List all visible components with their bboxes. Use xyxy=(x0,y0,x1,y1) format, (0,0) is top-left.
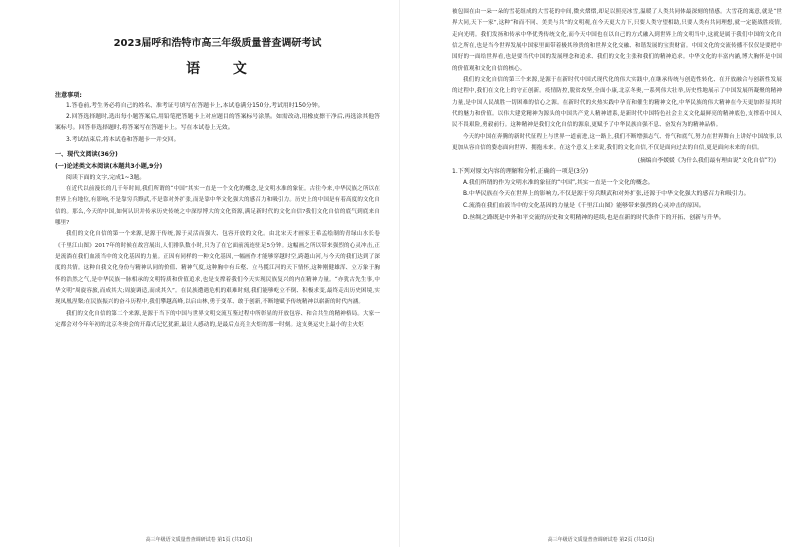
reading-instruction: 阅读下面的文字,完成1~3题。 xyxy=(66,174,146,181)
answer-option: B.中华民族在今天在世界上的影响力,不仅是源于穷兵黩武和对外扩张,还源于中华文化强大的感召力和吸引力。 xyxy=(463,191,750,198)
answer-option: C.流淌在我们血液当中的文化基因的力量是《千里江山图》能够带来强烈的心灵冲击的原因。 xyxy=(463,202,705,209)
section-heading: 一、现代文阅读(36分) xyxy=(55,150,118,158)
article-paragraph: 被包围在由一朵一朵的雪花组成的大雪花的中间,微火熠熠,却足以照亮冰雪,温暖了人类共同体最深刻的情感。大雪花的寓意,就是“世界大同,天下一家”,这种“和而不同、美美与共”的文明观,在今天更大力下,只要人类守望相助,只要人类有共同理想,就一定能战胜疫情,走向光明。我们发扬和传承中华优秀传统文化,而今天中国也在以自己的方式融入到世界上的文明当中,这就是属于我们中国的文化自信之所在,也是当今世界发展中国家里面带着极其珍贵的和世界文化交融、和谐发展的宝贵财富。中国文化的交流传播不仅仅是要把中国好的一面给世界看,也是要当代中国的发展理念和追求、我们的文化主张和我们的精神追求。中华文化的丰富内涵,博大胸怀是中国的价值观和文化自信的核心。 xyxy=(452,9,782,72)
article-paragraph: 在近代以前漫长的几千年时间,我们所谓的“中国”其实一直是一个文化的概念,是文明水准的象征。古往今来,中华民族之所以在世界上有地位,有影响,不是靠穷兵黩武,不是靠对外扩张,而是靠中华文化强大的感召力和吸引力。历史上的中国是有着高度的文化自信的。那么,今天的中国,如何认识并传承历史传统之中深厚博大的文化资源,满足新时代的文化自信?我们文化自信的底气到底来自哪里? xyxy=(55,186,380,227)
article-paragraph: 今天的中国在奔腾的新时代征程上与世界一道前进,这一路上,我们不断增强志气、骨气和底气,努力在世界舞台上讲好中国故事,以更加从容自信的姿态面向世界、拥抱未来。在这个意义上来说,我们的文化自信,不仅是面向过去的自信,更是面向未来的自信。 xyxy=(452,133,782,152)
exam-title: 2023届呼和浩特市高三年级质量普查调研考试 xyxy=(113,38,322,49)
article-paragraph: 我们的文化自信的第三个来源,是源于在新时代中国式现代化的伟大实践中,在继承传统与创造性转化、在开放融合与创新性发展的过程中,我们在文化上的守正创新。疫情防控,脱贫攻坚,全面小康,北京冬奥,一系列伟大壮举,历史性地展示了中国发展所凝聚的精神力量,是中国人民战胜一切困难的信心之源。在新时代的火热实践中孕育和催生的精神文化,中华民族的伟大精神在今天更加彰显其时代的魅力和价值。以伟大建党精神为源头的中国共产党人精神谱系,是新时代中国特色社会主义文化最鲜亮的精神底色,支撑着中国人民不畏艰险,勇毅前行。这种精神是我们文化自信的源泉,更赋予了中华民族自强不息、奋发有为的精神品格。 xyxy=(452,77,782,129)
notes-heading: 注意事项: xyxy=(55,92,82,99)
note-item: 1.答卷前,考生务必将自己的姓名、准考证号填写在答题卡上,本试卷满分150分,考试用时150分钟。 xyxy=(66,103,324,109)
exam-page-2 xyxy=(402,0,800,547)
exam-page-1 xyxy=(0,0,398,547)
note-item: 3.考试结束后,将本试卷和答题卡一并交回。 xyxy=(66,136,180,143)
note-item: 2.回答选择题时,选出每小题答案后,用铅笔把答题卡上对应题目的答案标号涂黑。如需改动,用橡皮擦干净后,再选涂其他答案标号。回答非选择题时,将答案写在答题卡上。写在本试卷上无效。 xyxy=(55,114,380,132)
subject-title: 语 文 xyxy=(186,61,261,77)
question-stem: 1.下列对原文内容的理解和分析,正确的一项是(3分) xyxy=(452,168,589,176)
page-1-footer: 高三年级语文质量普查调研试卷 第1页 (共10页) xyxy=(145,537,253,543)
page-2-footer: 高三年级语文质量普查调研试卷 第2页 (共10页) xyxy=(547,537,655,543)
article-citation: (摘编自李媛媛《为什么我们最有理由说“文化自信”?》) xyxy=(637,158,776,165)
answer-option: D.丝绸之路既是中外和平交流的历史和文明精神的延续,也是在新的时代条件下的开拓、创新与升华。 xyxy=(463,214,725,221)
answer-option: A.我们所谓的作为文明水准的象征的“中国”,其实一直是一个文化的概念。 xyxy=(463,179,654,186)
page-divider xyxy=(399,0,400,547)
page-2-content xyxy=(452,7,782,224)
page-1-content xyxy=(55,34,380,331)
subsection-heading: (一)论述类文本阅读(本题共3小题,9分) xyxy=(55,162,163,170)
article-paragraph: 我们的文化自信的第二个来源,是源于当下的中国与世界文明交流互鉴过程中所彰显的开放包容、和合共生的精神格局。大家一定都会对今年年初的北京冬奥会的开幕式记忆犹新,最让人感动的,是最后点亮主火炬的那一时刻。这支奥运史上最小的主火炬 xyxy=(55,310,380,329)
article-paragraph: 我们的文化自信的第一个来源,是源于传统,源于灵活而强大、包容开放的文化。由北宋天才画家王希孟绘制的青绿山水长卷《千里江山图》2017年的时候在故宫展出,人们排队数小时,只为了在它面前流连驻足5分钟。这幅画之所以带来强烈的心灵冲击,正是流淌在我们血液当中的文化基因的力量。正因有同样的一种文化基因,一幅画作才能够穿越时空,跨越山河,与今天的我们达到了深度的共情。这种自我文化身份与精神认同的价值、精神气度,这种胸中有丘壑、立马揽江河的天下情怀,这种刚健雄浑、立万象于胸怀的浩然之气,是中华民族一脉相承的文明特质和价值追求,也是支撑着我们今天实现民族复兴的内在精神力量。“亦犹古先生事,中华文明”周旋容旅,而成其大;周旋调适,而成其久”。在民族遭遇危机的艰难时刻,我们能够屹立不倒、积极求变,最终走出历史困境,实现凤凰涅槃;在民族振兴的奋斗历程中,我们攀越高峰,以启山林,勇于变革、敢于创新,不断地赋予传统精神以崭新的时代内涵。 xyxy=(55,231,380,306)
